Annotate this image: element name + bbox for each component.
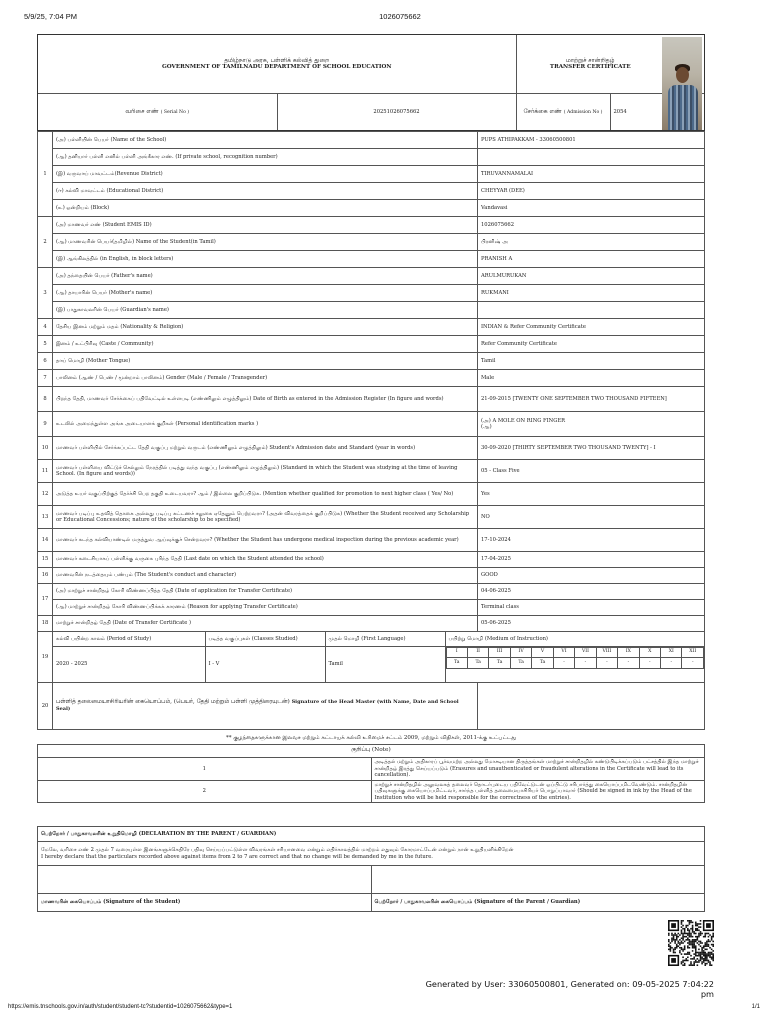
row-value: பிரனிஷ் அ	[478, 234, 705, 251]
medium-cell: Ta	[510, 658, 531, 669]
student-photo	[662, 37, 702, 130]
class-roman-viii: VIII	[596, 647, 617, 658]
row-label: தாய் மொழி (Mother Tongue)	[53, 353, 478, 370]
row-value	[478, 302, 705, 319]
medium-cell: -	[661, 658, 682, 669]
row-label: (ஆ) மாணவரின் பெயர்(தமிழில்) Name of the Student(in Tamil)	[53, 234, 478, 251]
print-url: https://emis.tnschools.gov.in/auth/student/student-tc?studentid=1026075662&type=1	[8, 1004, 233, 1010]
department-title-en: GOVERNMENT OF TAMILNADU DEPARTMENT OF SCHOOL EDUCATION	[161, 64, 392, 70]
serial-label: வரிசை எண் ( Serial No )	[38, 93, 277, 130]
row-value: Refer Community Certificate	[478, 336, 705, 353]
note-text: மாற்றுச் சான்றிதழில் அலுவலகத் தலைவர் தொடர்புடைய பதிவேட்டுடன் ஒப்பிட்டு சரிபார்த்து கையொப்பமிடவேண்டும். சான்றிதழின் பதிவுகளுக்கு கையொப்பமிட்டவர், சார்ந்த பள்ளித் தலைமையாசிரியர் பொறுப்பாவார் (Should be signed in ink by the Head of the Institution who will be held responsible for the correctness of the entries).	[371, 780, 705, 803]
class-roman-xii: XII	[682, 647, 704, 658]
row-number: 16	[38, 568, 53, 584]
medium-cell: -	[618, 658, 639, 669]
class-roman-i: I	[446, 647, 467, 658]
row-number: 11	[38, 460, 53, 483]
medium-cell: -	[553, 658, 574, 669]
row-number: 6	[38, 353, 53, 370]
row-label: மாணவரின் நடத்தையும் பண்பும் (The Student's conduct and character)	[53, 568, 478, 584]
notes-table	[37, 744, 705, 803]
main-table	[37, 131, 705, 730]
row-number: 7	[38, 370, 53, 387]
row-value: 17-10-2024	[478, 529, 705, 552]
medium-cell: Ta	[489, 658, 510, 669]
row-label: உடலில் அமைந்துள்ள அங்க அடையாளக் குறிகள் (Personal identification marks )	[53, 412, 478, 437]
row-number: 15	[38, 552, 53, 568]
class-roman-iii: III	[489, 647, 510, 658]
print-page-count: 1/1	[751, 1004, 760, 1010]
row-value: TIRUVANNAMALAI	[478, 166, 705, 183]
class-roman-xi: XI	[661, 647, 682, 658]
row-value: ARULMURUKAN	[478, 268, 705, 285]
row-label: (இ) ஆங்கிலத்தில் (in English, in block letters)	[53, 251, 478, 268]
row-label: மாணவர் கடந்த கல்வியாண்டில் மருத்துவ ஆய்வுக்குச் சென்றவரா? (Whether the Student has undergone medical inspection during the previous academic year)	[53, 529, 478, 552]
row-label: (ஆ) தனியார் பள்ளி எனில் பள்ளி அங்கீகார எண். (If private school, recognition number)	[53, 149, 478, 166]
row-number: 12	[38, 483, 53, 506]
row-value: GOOD	[478, 568, 705, 584]
serial-value: 20251026075662	[277, 93, 516, 130]
department-title	[38, 35, 516, 93]
row-number: 4	[38, 319, 53, 336]
generated-by-footer: Generated by User: 33060500801, Generated on: 09-05-2025 7:04:22 pm	[425, 979, 714, 1000]
row-number: 18	[38, 616, 53, 632]
notes-title: குறிப்பு (Note)	[38, 745, 705, 758]
row-number: 10	[38, 437, 53, 460]
headmaster-signature-label: பள்ளித் தலைமையாசிரியரின் கையொப்பம், (பெயர், தேதி மற்றும் பள்ளி முத்திரையுடன்) Signature of the Head Master (with Name, Date and School Seal)	[53, 683, 478, 730]
row-label: மாணவர் பள்ளியை விட்டுச் செல்லும் நேரத்தில் படித்து வந்த வகுப்பு (எண்ணிலும் எழுத்திலும்) (Standard in which the Student was studying at the time of leaving School. (In figure and words))	[53, 460, 478, 483]
language-label: முதல் மொழி (First Language)	[325, 632, 445, 646]
row-number: 8	[38, 387, 53, 412]
row-label: (அ) மாணவர் எண் (Student EMIS ID)	[53, 217, 478, 234]
row-label: (ஆ) தாயாரின் பெயர் (Mother's name)	[53, 285, 478, 302]
row-label: மாற்றுச் சான்றிதழ் தேதி (Date of Transfer Certificate )	[53, 616, 478, 632]
rte-act-note: ** குழந்தைகளுக்கான இலவச மற்றும் கட்டாயக் கல்வி உரிமைச் சட்டம் 2009, மற்றும் விதிகள், 2011-க்கு உட்பட்டது	[225, 735, 517, 741]
row-value: Yes	[478, 483, 705, 506]
language-value: Tamil	[325, 646, 445, 682]
class-roman-vii: VII	[575, 647, 596, 658]
row-label: பாலினம் (ஆண் / பெண் / மூன்றாம் பாலினம்) Gender (Male / Female / Transgender)	[53, 370, 478, 387]
class-roman-v: V	[532, 647, 553, 658]
class-roman-iv: IV	[510, 647, 531, 658]
row-label: அடுத்த உயர் வகுப்பிற்குத் தேர்ச்சி பெற தகுதி உடையவரா? ஆம் / இல்லை குறிப்பிடுக. (Mention whether qualified for promotion to next higher class ( Yes/ No)	[53, 483, 478, 506]
row-label: மாணவர் படிப்பு உதவித் தொகை அல்லது படிப்பு கட்டணச் சலுகை ஏதேனும் பெற்றவரா? (அதன் விவரத்தைக் குறிப்பிடுக) (Whether the Student received any Scholarship or Educational Concessions; nature of the scholarship to be specified)	[53, 506, 478, 529]
row-number: 17	[38, 584, 53, 616]
row-number: 14	[38, 529, 53, 552]
row-number: 20	[38, 683, 53, 730]
row-value: PUPS ATHIPAKKAM - 33060500801	[478, 132, 705, 149]
class-roman-ix: IX	[618, 647, 639, 658]
class-roman-ii: II	[467, 647, 488, 658]
row-label: (அ) தந்தையின் பெயர் (Father's name)	[53, 268, 478, 285]
period-label: கல்வி பயின்ற காலம் (Period of Study)	[53, 632, 205, 646]
row-label: இனம் / உட்பிரிவு (Caste / Community)	[53, 336, 478, 353]
row-value: Vandavasi	[478, 200, 705, 217]
row-value: INDIAN & Refer Community Certificate	[478, 319, 705, 336]
medium-cell: Ta	[532, 658, 553, 669]
note-text: அடித்தல் மற்றும் அதிகாரப் பூர்வமற்ற அல்லது மோசடியான திருத்தங்கள் மாற்றுச் சான்றிதழில் கண்டுபிடிக்கப்படும் பட்சத்தில் இந்த மாற்றுச் சான்றிதழ் இரத்து செய்யப்படும் (Erasures and unauthenticated or fraudulent alterations in the Certificate will lead to its cancellation).	[371, 758, 705, 781]
department-title-ta: தமிழ்நாடு அரசு, பள்ளிக் கல்வித் துறை	[224, 56, 330, 64]
student-signature-label: மாணவரின் கையொப்பம் (Signature of the Student)	[38, 894, 372, 912]
row-label: (அ) பள்ளியின் பெயர் (Name of the School)	[53, 132, 478, 149]
row-label: மாணவர் பள்ளியில் சேர்க்கப்பட்ட தேதி வகுப்பு மற்றும் வருடம் (எண்ணிலும் எழுத்திலும்) Student's Admission date and Standard (year in words)	[53, 437, 478, 460]
row-label: (இ) பாதுகாவலரின் பெயர் (Guardian's name)	[53, 302, 478, 319]
row-number: 13	[38, 506, 53, 529]
row-value: 05 - Class Five	[478, 460, 705, 483]
declaration-title: பெற்றோர் / பாதுகாவலரின் உறுதிமொழி (DECLARATION BY THE PARENT / GUARDIAN)	[38, 827, 705, 842]
row-value: 04-06-2025	[478, 584, 705, 600]
row-label: பிறந்த தேதி, மாணவர் சேர்க்கைப் பதிவேட்டில் உள்ளபடி (எண்ணிலும் எழுத்திலும்) Date of Birth as entered in the Admission Register (In figure and words)	[53, 387, 478, 412]
row-value: CHEYYAR (DEE)	[478, 183, 705, 200]
row-number: 9	[38, 412, 53, 437]
note-number: 1	[38, 758, 372, 781]
note-number: 2	[38, 780, 372, 803]
row-value: NO	[478, 506, 705, 529]
row-value: 1026075662	[478, 217, 705, 234]
medium-cell: Ta	[446, 658, 467, 669]
row-label: (உ) ஒன்றியம் (Block)	[53, 200, 478, 217]
row-label: (ஈ) கல்வி மாவட்டம் (Educational District)	[53, 183, 478, 200]
declaration-text: மேலே, வரிசை எண் 2 முதல் 7 வரையுள்ள இனங்களுக்கெதிரே பதிவு செய்யப்பட்டுள்ள விவரங்கள் சரியானவை என்றும் எதிர்காலத்தில் மாற்றம் எதுவும் கோரமாட்டேன் என்றும் நான் உறுதியளிக்கிறேன் I hereby declare that the particulars recorded above against items from 2 to 7 are correct and that no change will be demanded by me in the future.	[38, 842, 705, 866]
qr-code-icon	[668, 914, 714, 972]
row-value: 30-09-2020 [THIRTY SEPTEMBER TWO THOUSAND TWENTY] - I	[478, 437, 705, 460]
medium-cell: Ta	[467, 658, 488, 669]
admission-value: 2054	[610, 93, 704, 130]
row-number: 5	[38, 336, 53, 353]
parent-signature-label: பெற்றோர் / பாதுகாவலரின் கையொப்பம் (Signature of the Parent / Guardian)	[371, 894, 705, 912]
row-value: PRANISH A	[478, 251, 705, 268]
declaration-table	[37, 826, 705, 912]
classes-label: படித்த வகுப்புகள் (Classes Studied)	[205, 632, 325, 646]
row-value: 17-04-2025	[478, 552, 705, 568]
row-label: மாணவர் கடைசியாகப் பள்ளிக்கு வருகை புரிந்த தேதி (Last date on which the Student attended the school)	[53, 552, 478, 568]
certificate-header	[37, 34, 705, 131]
row-label: (இ) வருவாய் மாவட்டம்(Revenue District)	[53, 166, 478, 183]
medium-cell: -	[575, 658, 596, 669]
headmaster-signature-box	[478, 683, 705, 730]
period-value: 2020 - 2025	[53, 646, 205, 682]
row-number: 3	[38, 268, 53, 319]
row-value: 21-09-2015 [TWENTY ONE SEPTEMBER TWO THOUSAND FIFTEEN]	[478, 387, 705, 412]
row-value: Tamil	[478, 353, 705, 370]
medium-label: பயிற்று மொழி (Medium of Instruction)	[445, 632, 704, 646]
certificate-title-en: TRANSFER CERTIFICATE	[549, 64, 631, 70]
row-value: 05-06-2025	[478, 616, 705, 632]
row-number: 19	[38, 632, 53, 683]
row-number: 2	[38, 217, 53, 268]
print-doc-id: 1026075662	[379, 12, 421, 21]
row-number: 1	[38, 132, 53, 217]
class-roman-vi: VI	[553, 647, 574, 658]
row-label: தேசிய இனம் மற்றும் மதம் (Nationality & Religion)	[53, 319, 478, 336]
certificate-title-ta: மாற்றுச் சான்றிதழ்	[566, 56, 615, 64]
row-label: (ஆ) மாற்றுச் சான்றிதழ் கோரி விண்ணப்பிக்கக் காரணம் (Reason for applying Transfer Certificate)	[53, 600, 478, 616]
row-value: RUKMANI	[478, 285, 705, 302]
admission-label: சேர்க்கை எண் ( Admission No )	[516, 93, 610, 130]
class-roman-x: X	[639, 647, 660, 658]
classes-value: I - V	[205, 646, 325, 682]
row-value: Terminal class	[478, 600, 705, 616]
row-value: Male	[478, 370, 705, 387]
medium-cell: -	[596, 658, 617, 669]
medium-cell: -	[639, 658, 660, 669]
row-value	[478, 149, 705, 166]
print-datetime: 5/9/25, 7:04 PM	[24, 12, 77, 21]
medium-cell: -	[682, 658, 704, 669]
row-label: (அ) மாற்றுச் சான்றிதழ் கோரி விண்ணப்பித்த தேதி (Date of application for Transfer Certificate)	[53, 584, 478, 600]
row-value: (அ) A MOLE ON RING FINGER (ஆ)	[478, 412, 705, 437]
